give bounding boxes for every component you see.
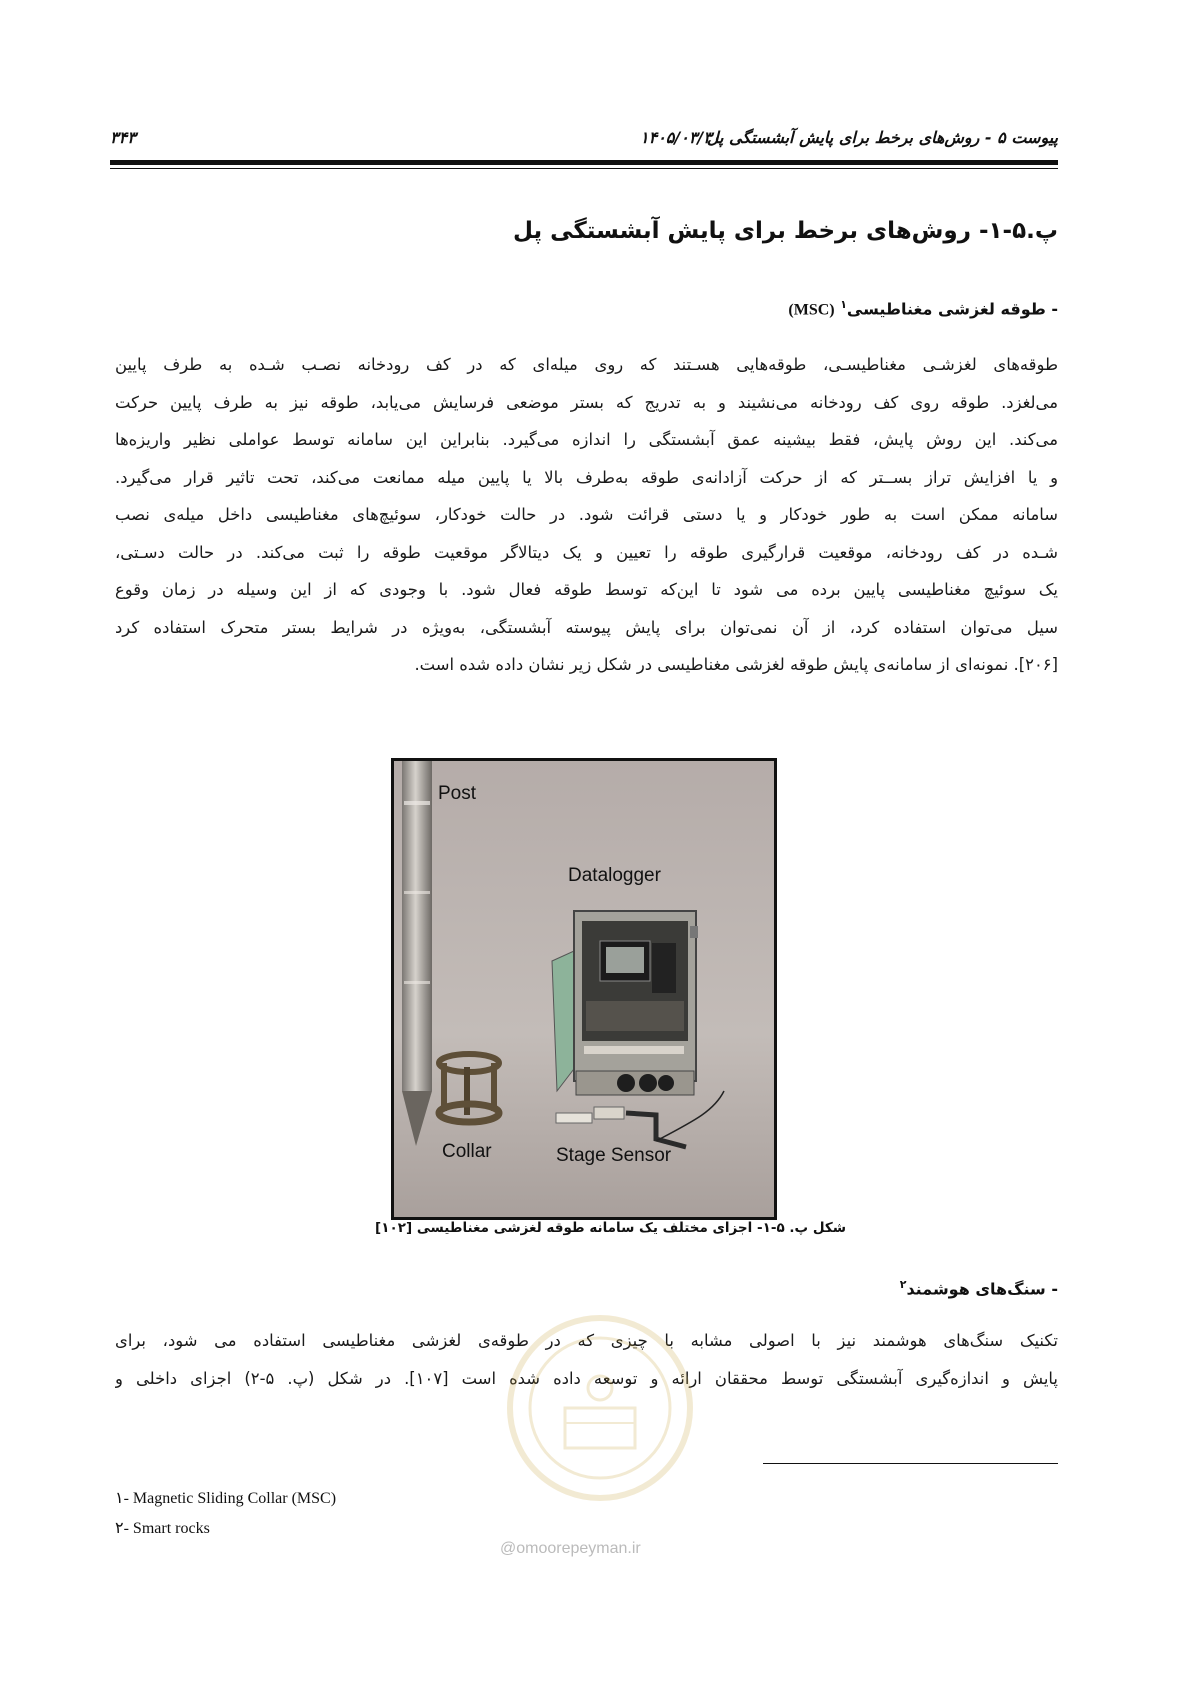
paragraph-line: سیل می‌توان استفاده کرد، از آن نمی‌توان برای پایش پیوسته آبشستگی، به‌ویژه در شرایط بستر متحرک استفاده کرد (115, 617, 1058, 637)
section-heading: پ.۵-۱- روش‌های برخط برای پایش آبشستگی پل (512, 218, 1058, 244)
figure-caption: شکل پ. ۵-۱- اجزای مختلف یک سامانه طوقه لغزشی مغناطیسی [۱۰۲] (375, 1220, 846, 1236)
paragraph-line: [۲۰۶]. نمونه‌ای از سامانه‌ی پایش طوقه لغزشی مغناطیسی در شکل زیر نشان داده شده است. (414, 655, 1058, 674)
datalogger-box (552, 911, 698, 1095)
header-rule-thick (110, 160, 1058, 165)
footnote-2: ۲- Smart rocks (115, 1520, 210, 1537)
footnote-rule (763, 1463, 1058, 1464)
msc-system-photo (394, 761, 774, 1217)
paragraph-line: می‌کند. این روش پایش، فقط بیشینه عمق آبشستگی را اندازه می‌گیرد. بنابراین این سامانه توسط عواملی نظیر واریزه‌ها (115, 430, 1058, 449)
footnote-ref-1: ۱ (840, 298, 847, 311)
subsection-title-tail: (MSC) (788, 301, 835, 319)
page-number: ۳۴۳ (110, 128, 136, 147)
watermark-seal (450, 1258, 750, 1558)
subsection-title-text: - سنگ‌های هوشمند (906, 1279, 1058, 1299)
label-post: Post (438, 783, 477, 804)
paragraph-line: سامانه ممکن است به طور خودکار و یا دستی قرائت شود. در حالت خودکار، سوئیچ‌های مغناطیسی داخل میله‌ی نصب (115, 505, 1058, 524)
paragraph-line: می‌لغزد. طوقه روی کف رودخانه می‌نشیند و به تدریج که بستر موضعی فرسایش می‌یابد، طوقه نیز به طرف پایین حرکت (115, 392, 1058, 412)
paragraph-line: تکنیک سنگ‌های هوشمند نیز با اصولی مشابه با چیزی که در طوقه‌ی لغزشی مغناطیسی استفاده می شود، برای (115, 1331, 1058, 1350)
subsection-title-text: - طوقه لغزشی مغناطیسی (846, 299, 1058, 319)
label-stage-sensor: Stage Sensor (556, 1145, 672, 1166)
paragraph-line: یک سوئیچ مغناطیسی پایین برده می شود تا این‌که توسط طوقه فعال شود. با وجودی که از این وسیله در زمان وقوع (115, 580, 1058, 599)
paragraph-line: طوقه‌های لغزشـی مغناطیسـی، طوقه‌هایی هسـتند که روی میله‌ای که در کف رودخانه نصـب شـده به طرف پایین (115, 355, 1058, 374)
figure-photo (391, 758, 777, 1220)
header-rule-thin (110, 168, 1058, 169)
label-collar: Collar (442, 1141, 492, 1162)
watermark-text: @omoorepeyman.ir (500, 1540, 641, 1557)
label-datalogger: Datalogger (568, 865, 661, 886)
footnote-ref-2: ۲ (899, 1278, 907, 1291)
header-date: ۱۴۰۵/۰۳/۳۰ (640, 128, 721, 147)
subsection-title-msc (788, 298, 1058, 319)
footnote-1: ۱- Magnetic Sliding Collar (MSC) (115, 1490, 337, 1507)
post-rod (402, 761, 432, 1146)
paragraph-msc (115, 346, 1058, 684)
subsection-title-smart-rocks (900, 1278, 1058, 1298)
page-header (110, 128, 1058, 154)
paragraph-line: و یا افزایش تراز بســتر که از حرکت آزادانه‌ی طوقه به‌طرف بالا یا پایین میله ممانعت می‌کند، تحت تاثیر قرار می‌گیرد. (115, 467, 1058, 487)
paragraph-line: شـده در کف رودخانه، موقعیت قرارگیری طوقه را تعیین و یک دیتالاگر موقعیت طوقه را ثبت می‌کند. در حالت دسـتی، (115, 542, 1058, 562)
paragraph-line: پایش و اندازه‌گیری آبشستگی توسط محققان ارائه و توسعه داده شده است [۱۰۷]. در شکل (پ. ۵-۲) اجزای داخلی و (115, 1368, 1058, 1388)
header-title: پیوست ۵ - روش‌های برخط برای پایش آبشستگی پل (706, 128, 1058, 147)
